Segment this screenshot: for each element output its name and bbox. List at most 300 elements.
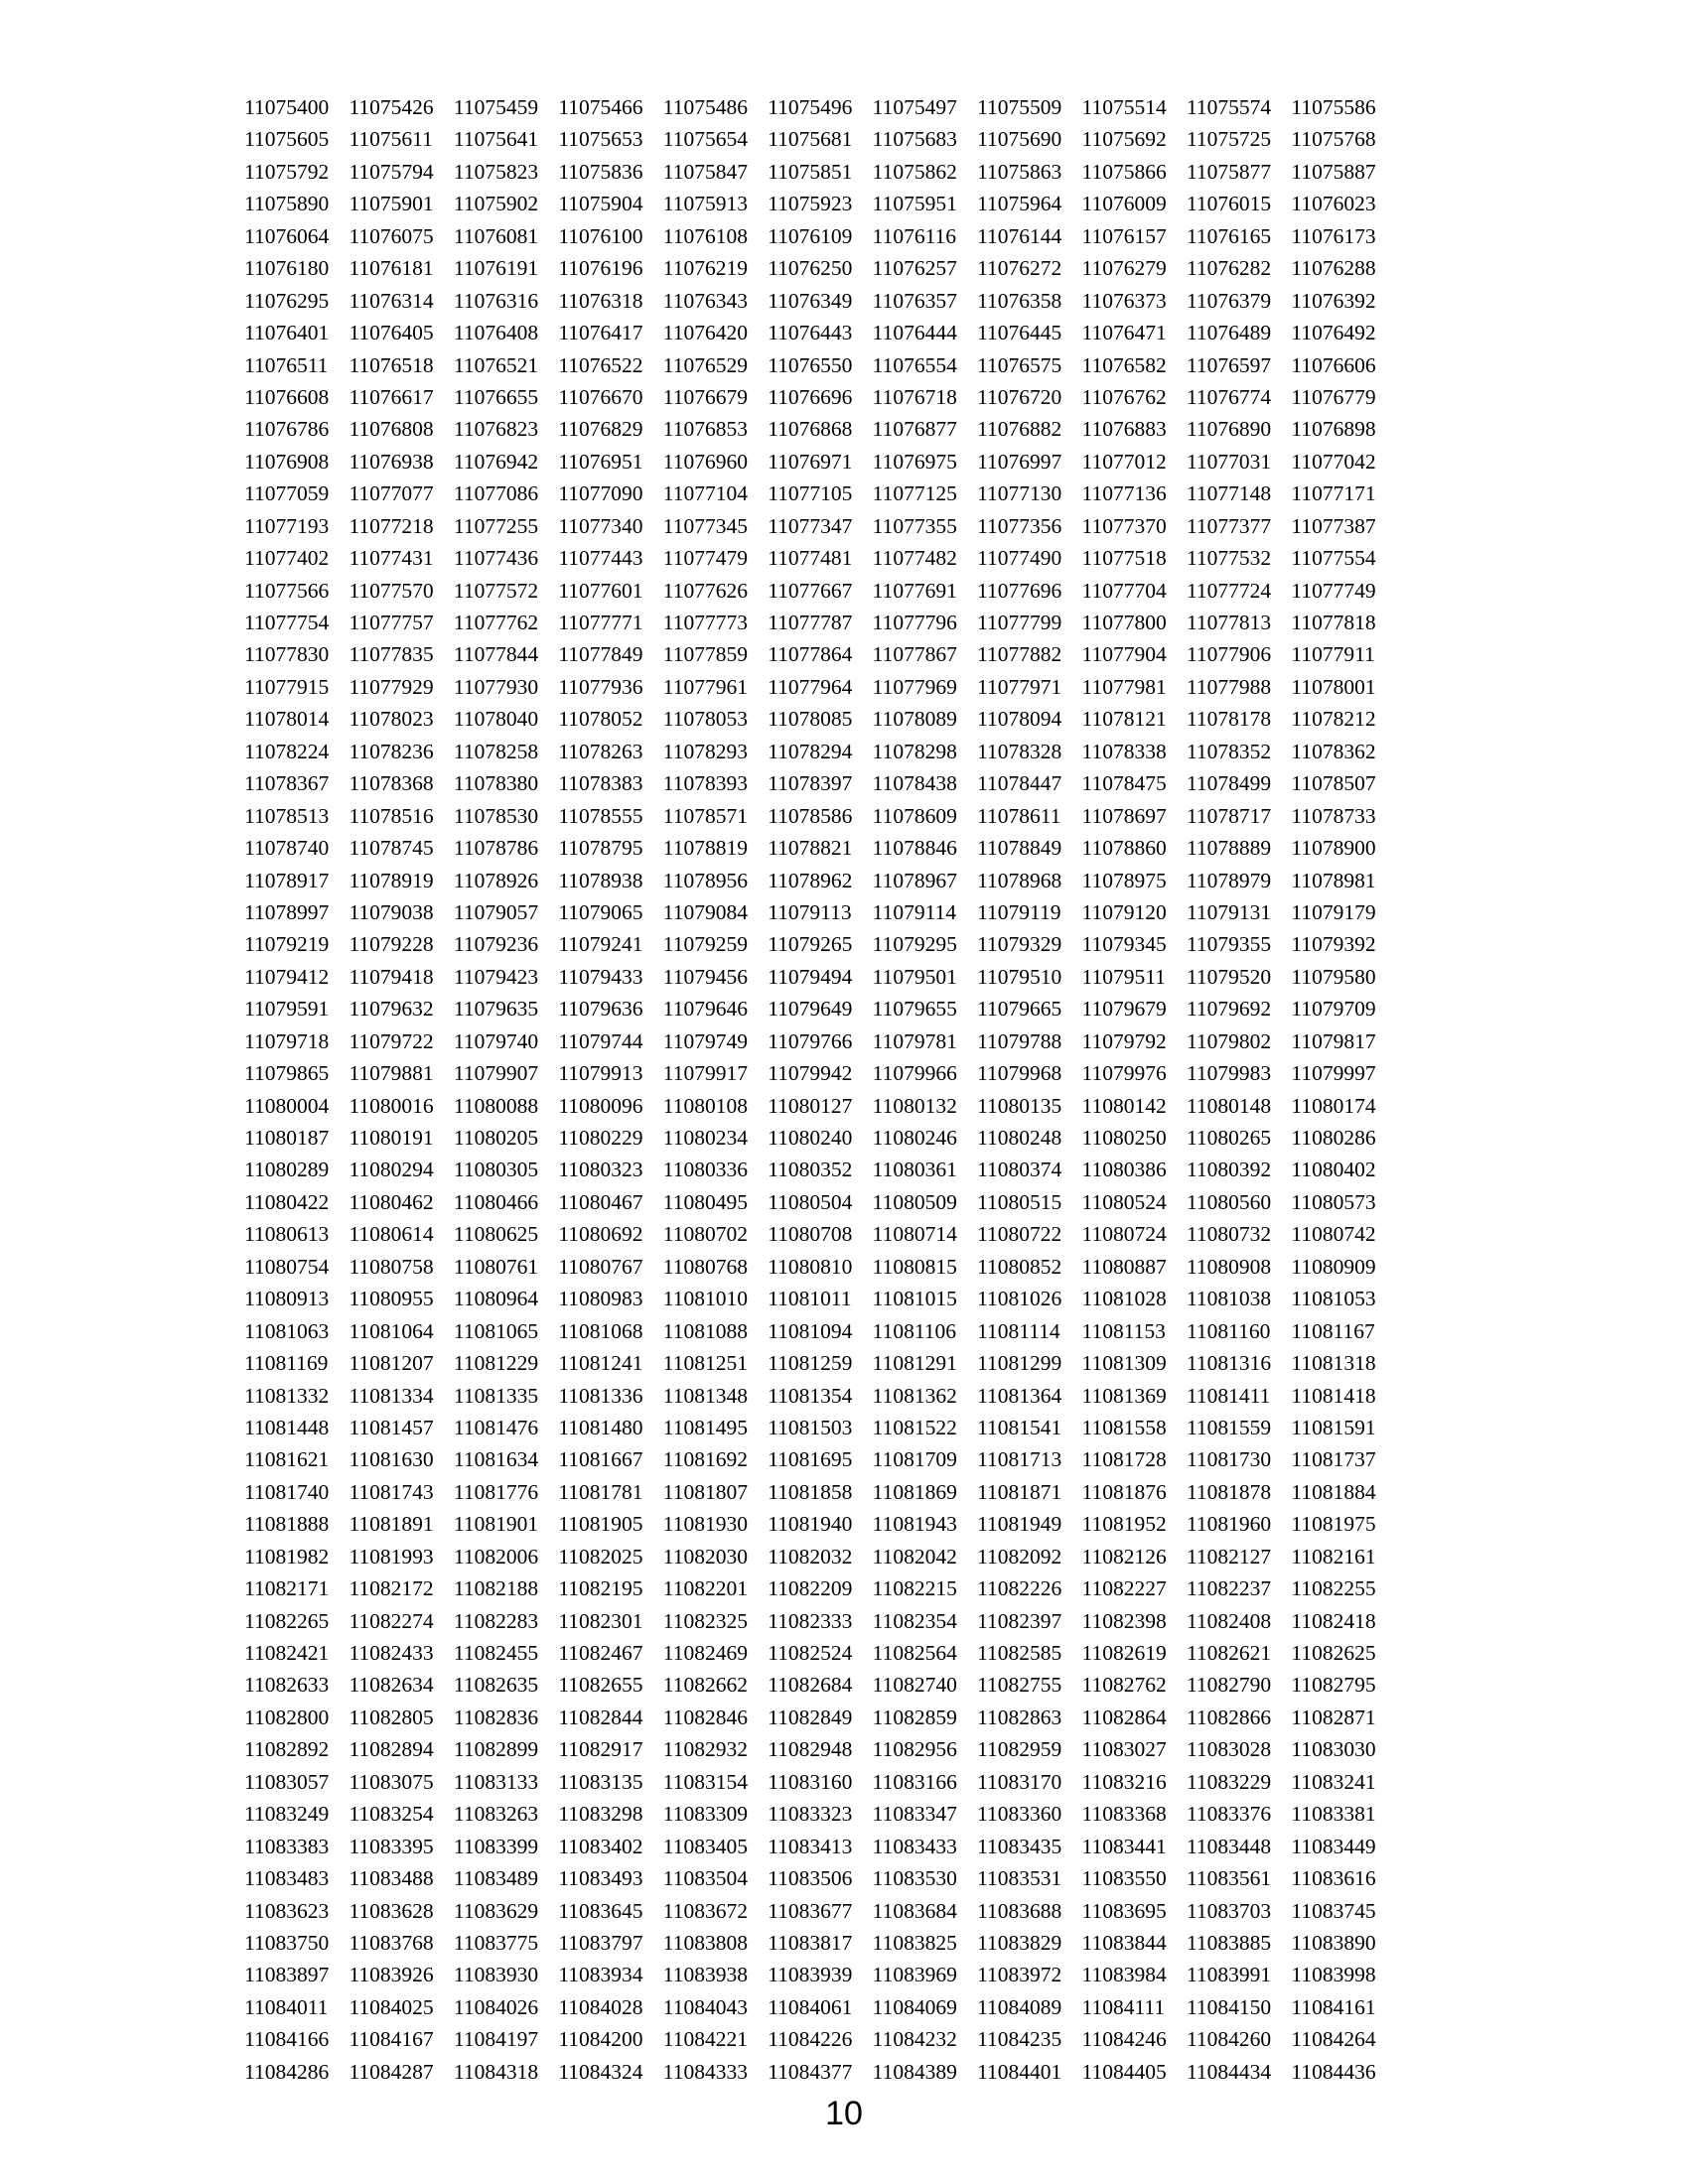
number-cell: 11082800 xyxy=(244,1705,330,1729)
number-cell: 11077724 xyxy=(1186,578,1272,603)
number-row xyxy=(244,1186,1396,1218)
number-cell: 11075496 xyxy=(768,95,853,119)
number-cell: 11078956 xyxy=(662,868,748,892)
number-cell: 11080336 xyxy=(662,1158,748,1182)
number-cell: 11075400 xyxy=(244,95,330,119)
number-cell: 11077570 xyxy=(349,578,434,603)
number-cell: 11075611 xyxy=(349,127,433,152)
number-cell: 11079766 xyxy=(768,1028,853,1053)
number-cell: 11084161 xyxy=(1291,1994,1376,2019)
number-cell: 11081884 xyxy=(1291,1479,1376,1504)
number-cell: 11082619 xyxy=(1081,1641,1167,1665)
number-cell: 11076582 xyxy=(1081,352,1167,377)
number-cell: 11078224 xyxy=(244,739,330,763)
number-cell: 11081026 xyxy=(977,1287,1062,1311)
number-cell: 11076173 xyxy=(1291,223,1376,248)
number-cell: 11082959 xyxy=(977,1737,1062,1762)
number-cell: 11075902 xyxy=(453,192,539,216)
number-cell: 11076606 xyxy=(1291,352,1376,377)
number-cell: 11076779 xyxy=(1291,384,1376,409)
number-cell: 11084221 xyxy=(662,2027,748,2052)
number-cell: 11078516 xyxy=(349,803,434,828)
number-cell: 11080573 xyxy=(1291,1189,1376,1214)
number-row xyxy=(244,1669,1396,1701)
number-row xyxy=(244,1702,1396,1733)
number-cell: 11076181 xyxy=(349,256,434,281)
number-cell: 11081011 xyxy=(768,1287,852,1311)
number-cell: 11076318 xyxy=(558,288,643,313)
number-cell: 11076908 xyxy=(244,449,330,474)
number-cell: 11078968 xyxy=(977,868,1062,892)
number-cell: 11081541 xyxy=(977,1415,1062,1439)
number-cell: 11083677 xyxy=(768,1898,853,1923)
number-cell: 11081993 xyxy=(349,1544,434,1569)
number-cell: 11078919 xyxy=(349,868,434,892)
number-cell: 11081781 xyxy=(558,1479,643,1504)
number-row xyxy=(244,800,1396,832)
number-row xyxy=(244,736,1396,767)
number-cell: 11079355 xyxy=(1186,932,1272,957)
number-cell: 11077771 xyxy=(558,611,643,634)
number-cell: 11077347 xyxy=(768,513,853,538)
number-cell: 11075768 xyxy=(1291,127,1376,152)
number-cell: 11079635 xyxy=(453,997,539,1022)
number-cell: 11077787 xyxy=(768,611,853,634)
number-row xyxy=(244,767,1396,799)
number-cell: 11075951 xyxy=(872,192,957,216)
number-cell: 11079976 xyxy=(1081,1061,1167,1086)
number-cell: 11079749 xyxy=(662,1028,748,1053)
number-cell: 11076489 xyxy=(1186,321,1272,345)
number-cell: 11077443 xyxy=(558,546,643,571)
number-cell: 11076720 xyxy=(977,384,1062,409)
number-cell: 11084287 xyxy=(349,2059,434,2084)
number-cell: 11078997 xyxy=(244,899,330,924)
number-cell: 11082790 xyxy=(1186,1673,1272,1698)
number-cell: 11080132 xyxy=(872,1093,957,1118)
number-row xyxy=(244,703,1396,735)
number-cell: 11080524 xyxy=(1081,1189,1167,1214)
number-cell: 11078053 xyxy=(662,707,748,732)
number-cell: 11083504 xyxy=(662,1866,748,1891)
number-cell: 11076444 xyxy=(872,321,957,345)
number-row xyxy=(244,1605,1396,1637)
number-cell: 11075497 xyxy=(872,95,957,119)
number-row xyxy=(244,478,1396,509)
number-cell: 11079038 xyxy=(349,899,434,924)
number-cell: 11080374 xyxy=(977,1158,1062,1182)
number-cell: 11075851 xyxy=(768,159,853,184)
number-cell: 11076882 xyxy=(977,417,1062,442)
number-cell: 11078586 xyxy=(768,803,853,828)
number-cell: 11077929 xyxy=(349,674,434,699)
number-cell: 11080852 xyxy=(977,1254,1062,1279)
number-cell: 11079392 xyxy=(1291,932,1376,957)
number-cell: 11080174 xyxy=(1291,1093,1376,1118)
number-row xyxy=(244,1798,1396,1830)
number-cell: 11084286 xyxy=(244,2059,330,2084)
number-row xyxy=(244,1347,1396,1379)
number-cell: 11077218 xyxy=(349,513,434,538)
number-row xyxy=(244,2023,1396,2055)
number-cell: 11082625 xyxy=(1291,1641,1376,1665)
number-cell: 11083991 xyxy=(1186,1963,1272,1987)
number-cell: 11075923 xyxy=(768,192,853,216)
number-row xyxy=(244,1476,1396,1508)
number-cell: 11083703 xyxy=(1186,1898,1272,1923)
number-cell: 11077086 xyxy=(453,481,539,506)
number-cell: 11079456 xyxy=(662,964,748,989)
number-cell: 11080305 xyxy=(453,1158,539,1182)
number-cell: 11080758 xyxy=(349,1254,434,1279)
number-cell: 11077930 xyxy=(453,674,539,699)
number-cell: 11079412 xyxy=(244,964,330,989)
number-cell: 11083402 xyxy=(558,1834,643,1858)
number-cell: 11076975 xyxy=(872,449,957,474)
number-cell: 11083435 xyxy=(977,1834,1062,1858)
number-cell: 11076550 xyxy=(768,352,853,377)
number-cell: 11080148 xyxy=(1186,1093,1272,1118)
number-cell: 11076492 xyxy=(1291,321,1376,345)
number-cell: 11083413 xyxy=(768,1834,853,1858)
number-cell: 11083645 xyxy=(558,1898,643,1923)
number-cell: 11078383 xyxy=(558,771,643,796)
number-cell: 11075690 xyxy=(977,127,1062,152)
number-cell: 11081960 xyxy=(1186,1512,1272,1537)
number-cell: 11079709 xyxy=(1291,997,1376,1022)
number-cell: 11083688 xyxy=(977,1898,1062,1923)
number-cell: 11080096 xyxy=(558,1093,643,1118)
number-cell: 11081153 xyxy=(1081,1318,1166,1343)
number-cell: 11076144 xyxy=(977,223,1062,248)
number-cell: 11082894 xyxy=(349,1737,434,1762)
number-cell: 11083616 xyxy=(1291,1866,1376,1891)
number-cell: 11075683 xyxy=(872,127,957,152)
number-cell: 11083775 xyxy=(453,1930,539,1955)
number-cell: 11082283 xyxy=(453,1608,539,1633)
number-cell: 11083323 xyxy=(768,1802,853,1827)
number-cell: 11080504 xyxy=(768,1189,853,1214)
number-cell: 11081088 xyxy=(662,1318,748,1343)
number-cell: 11078609 xyxy=(872,803,957,828)
number-cell: 11079649 xyxy=(768,997,853,1022)
number-cell: 11082846 xyxy=(662,1705,748,1729)
number-cell: 11082265 xyxy=(244,1608,330,1633)
number-cell: 11076180 xyxy=(244,256,330,281)
number-cell: 11083216 xyxy=(1081,1769,1167,1794)
number-row xyxy=(244,1895,1396,1927)
number-cell: 11081259 xyxy=(768,1351,853,1376)
number-cell: 11078338 xyxy=(1081,739,1167,763)
number-cell: 11077754 xyxy=(244,611,330,634)
number-cell: 11081940 xyxy=(768,1512,853,1537)
number-cell: 11077345 xyxy=(662,513,748,538)
number-cell: 11078860 xyxy=(1081,836,1167,861)
number-cell: 11081667 xyxy=(558,1447,643,1472)
number-cell: 11077911 xyxy=(1291,642,1375,667)
number-cell: 11076023 xyxy=(1291,192,1376,216)
number-cell: 11084235 xyxy=(977,2027,1062,2052)
number-cell: 11081316 xyxy=(1186,1351,1272,1376)
number-cell: 11077482 xyxy=(872,546,957,571)
number-row xyxy=(244,1766,1396,1798)
number-row xyxy=(244,1443,1396,1475)
number-cell: 11083405 xyxy=(662,1834,748,1858)
number-cell: 11082455 xyxy=(453,1641,539,1665)
number-cell: 11076554 xyxy=(872,352,957,377)
number-cell: 11081348 xyxy=(662,1383,748,1408)
number-cell: 11075964 xyxy=(977,192,1062,216)
number-cell: 11081411 xyxy=(1186,1383,1271,1408)
number-row xyxy=(244,1057,1396,1089)
number-cell: 11075836 xyxy=(558,159,643,184)
number-cell: 11079236 xyxy=(453,932,539,957)
number-cell: 11078380 xyxy=(453,771,539,796)
number-cell: 11078393 xyxy=(662,771,748,796)
number-cell: 11079997 xyxy=(1291,1061,1376,1086)
number-cell: 11076774 xyxy=(1186,384,1272,409)
number-cell: 11082899 xyxy=(453,1737,539,1762)
number-cell: 11083672 xyxy=(662,1898,748,1923)
number-cell: 11075866 xyxy=(1081,159,1167,184)
number-cell: 11077691 xyxy=(872,578,957,603)
number-cell: 11082932 xyxy=(662,1737,748,1762)
number-cell: 11080761 xyxy=(453,1254,539,1279)
number-cell: 11083383 xyxy=(244,1834,330,1858)
number-cell: 11079744 xyxy=(558,1028,643,1053)
number-cell: 11077077 xyxy=(349,481,434,506)
number-cell: 11080815 xyxy=(872,1254,957,1279)
number-cell: 11081063 xyxy=(244,1318,330,1343)
number-cell: 11079881 xyxy=(349,1061,434,1086)
number-cell: 11078900 xyxy=(1291,836,1376,861)
number-cell: 11075653 xyxy=(558,127,643,152)
number-cell: 11078298 xyxy=(872,739,957,763)
number-cell: 11082092 xyxy=(977,1544,1062,1569)
number-cell: 11075904 xyxy=(558,192,643,216)
number-cell: 11076392 xyxy=(1291,288,1376,313)
number-cell: 11083745 xyxy=(1291,1898,1376,1923)
number-cell: 11078917 xyxy=(244,868,330,892)
number-cell: 11078094 xyxy=(977,707,1062,732)
number-cell: 11080732 xyxy=(1186,1222,1272,1247)
number-cell: 11083829 xyxy=(977,1930,1062,1955)
number-cell: 11080191 xyxy=(349,1126,434,1150)
number-row xyxy=(244,1541,1396,1572)
number-cell: 11082795 xyxy=(1291,1673,1376,1698)
number-cell: 11080614 xyxy=(349,1222,434,1247)
number-cell: 11077757 xyxy=(349,611,434,634)
number-cell: 11081318 xyxy=(1291,1351,1376,1376)
number-cell: 11080108 xyxy=(662,1093,748,1118)
number-cell: 11078258 xyxy=(453,739,539,763)
number-cell: 11077148 xyxy=(1186,481,1272,506)
number-cell: 11082201 xyxy=(662,1576,748,1601)
number-row xyxy=(244,510,1396,542)
number-cell: 11078367 xyxy=(244,771,330,796)
number-cell: 11076942 xyxy=(453,449,539,474)
number-cell: 11083166 xyxy=(872,1769,957,1794)
number-cell: 11078052 xyxy=(558,707,643,732)
number-row xyxy=(244,542,1396,574)
number-cell: 11077431 xyxy=(349,546,434,571)
number-cell: 11077936 xyxy=(558,674,643,699)
number-cell: 11080692 xyxy=(558,1222,643,1247)
number-cell: 11077904 xyxy=(1081,642,1167,667)
number-cell: 11076898 xyxy=(1291,417,1376,442)
number-cell: 11076696 xyxy=(768,384,853,409)
number-cell: 11078962 xyxy=(768,868,853,892)
number-row xyxy=(244,865,1396,896)
number-cell: 11079418 xyxy=(349,964,434,989)
number-cell: 11076823 xyxy=(453,417,539,442)
number-cell: 11080767 xyxy=(558,1254,643,1279)
number-cell: 11075725 xyxy=(1186,127,1272,152)
number-cell: 11077882 xyxy=(977,642,1062,667)
number-cell: 11076191 xyxy=(453,256,539,281)
number-cell: 11078040 xyxy=(453,707,539,732)
number-cell: 11083684 xyxy=(872,1898,957,1923)
number-cell: 11081332 xyxy=(244,1383,330,1408)
number-row xyxy=(244,2056,1396,2088)
number-cell: 11082805 xyxy=(349,1705,434,1729)
number-cell: 11082006 xyxy=(453,1544,539,1569)
number-cell: 11084089 xyxy=(977,1994,1062,2019)
number-cell: 11081876 xyxy=(1081,1479,1167,1504)
number-cell: 11076408 xyxy=(453,321,539,345)
number-cell: 11083448 xyxy=(1186,1834,1272,1858)
number-cell: 11081064 xyxy=(349,1318,434,1343)
number-cell: 11081229 xyxy=(453,1351,539,1376)
number-cell: 11077667 xyxy=(768,578,853,603)
number-cell: 11079781 xyxy=(872,1028,957,1053)
number-cell: 11082849 xyxy=(768,1705,853,1729)
number-cell: 11076883 xyxy=(1081,417,1167,442)
number-cell: 11077130 xyxy=(977,481,1062,506)
number-cell: 11077356 xyxy=(977,513,1062,538)
number-cell: 11080352 xyxy=(768,1158,853,1182)
number-row xyxy=(244,1251,1396,1283)
number-cell: 11077090 xyxy=(558,481,643,506)
number-cell: 11078023 xyxy=(349,707,434,732)
number-cell: 11078530 xyxy=(453,803,539,828)
number-cell: 11078979 xyxy=(1186,868,1272,892)
number-cell: 11082755 xyxy=(977,1673,1062,1698)
number-cell: 11077961 xyxy=(662,674,748,699)
number-cell: 11081591 xyxy=(1291,1415,1376,1439)
number-cell: 11084011 xyxy=(244,1994,329,2019)
number-cell: 11083984 xyxy=(1081,1963,1167,1987)
number-cell: 11076522 xyxy=(558,352,643,377)
number-cell: 11082127 xyxy=(1186,1544,1272,1569)
number-cell: 11084389 xyxy=(872,2059,957,2084)
number-cell: 11075605 xyxy=(244,127,330,152)
number-cell: 11077059 xyxy=(244,481,330,506)
number-cell: 11078975 xyxy=(1081,868,1167,892)
number-cell: 11079692 xyxy=(1186,997,1272,1022)
number-cell: 11077572 xyxy=(453,578,539,603)
number-cell: 11084434 xyxy=(1186,2059,1272,2084)
number-cell: 11083695 xyxy=(1081,1898,1167,1923)
number-cell: 11077800 xyxy=(1081,611,1167,634)
number-row xyxy=(244,1025,1396,1057)
number-cell: 11081028 xyxy=(1081,1287,1167,1311)
number-cell: 11081480 xyxy=(558,1415,643,1439)
number-cell: 11082025 xyxy=(558,1544,643,1569)
number-cell: 11080135 xyxy=(977,1093,1062,1118)
number-cell: 11080955 xyxy=(349,1287,434,1311)
number-cell: 11084246 xyxy=(1081,2027,1167,2052)
number-cell: 11081634 xyxy=(453,1447,539,1472)
number-cell: 11076100 xyxy=(558,223,643,248)
number-cell: 11082866 xyxy=(1186,1705,1272,1729)
number-cell: 11078819 xyxy=(662,836,748,861)
number-cell: 11081448 xyxy=(244,1415,330,1439)
number-row xyxy=(244,413,1396,445)
number-row xyxy=(244,1508,1396,1540)
number-cell: 11083768 xyxy=(349,1930,434,1955)
number-cell: 11075692 xyxy=(1081,127,1167,152)
number-cell: 11075514 xyxy=(1081,95,1167,119)
number-cell: 11081558 xyxy=(1081,1415,1167,1439)
number-cell: 11083441 xyxy=(1081,1834,1167,1858)
number-cell: 11082469 xyxy=(662,1641,748,1665)
number-cell: 11083376 xyxy=(1186,1802,1272,1827)
number-cell: 11082859 xyxy=(872,1705,957,1729)
number-cell: 11075654 xyxy=(662,127,748,152)
number-cell: 11079295 xyxy=(872,932,957,957)
number-cell: 11083075 xyxy=(349,1769,434,1794)
number-cell: 11077355 xyxy=(872,513,957,538)
number-cell: 11077387 xyxy=(1291,513,1376,538)
number-cell: 11082762 xyxy=(1081,1673,1167,1698)
number-cell: 11077436 xyxy=(453,546,539,571)
number-cell: 11081930 xyxy=(662,1512,748,1537)
number-cell: 11082209 xyxy=(768,1576,853,1601)
number-cell: 11083808 xyxy=(662,1930,748,1955)
number-cell: 11084264 xyxy=(1291,2027,1376,2052)
number-cell: 11079119 xyxy=(977,899,1061,924)
number-row xyxy=(244,671,1396,703)
number-cell: 11081364 xyxy=(977,1383,1062,1408)
number-cell: 11079740 xyxy=(453,1028,539,1053)
number-cell: 11083493 xyxy=(558,1866,643,1891)
number-cell: 11081621 xyxy=(244,1447,330,1472)
number-cell: 11079259 xyxy=(662,932,748,957)
number-cell: 11075862 xyxy=(872,159,957,184)
number-cell: 11077762 xyxy=(453,611,539,634)
number-cell: 11077479 xyxy=(662,546,748,571)
number-cell: 11082171 xyxy=(244,1576,330,1601)
number-cell: 11076196 xyxy=(558,256,643,281)
number-cell: 11081251 xyxy=(662,1351,748,1376)
number-cell: 11077799 xyxy=(977,611,1062,634)
number-row xyxy=(244,156,1396,188)
number-cell: 11083263 xyxy=(453,1802,539,1827)
number-cell: 11077964 xyxy=(768,674,853,699)
number-cell: 11082126 xyxy=(1081,1544,1167,1569)
number-cell: 11081207 xyxy=(349,1351,434,1376)
number-cell: 11084333 xyxy=(662,2059,748,2084)
number-cell: 11080964 xyxy=(453,1287,539,1311)
number-cell: 11077566 xyxy=(244,578,330,603)
number-cell: 11080248 xyxy=(977,1126,1062,1150)
number-cell: 11082030 xyxy=(662,1544,748,1569)
number-cell: 11083027 xyxy=(1081,1737,1167,1762)
number-cell: 11082564 xyxy=(872,1641,957,1665)
number-cell: 11082398 xyxy=(1081,1608,1167,1633)
number-cell: 11081160 xyxy=(1186,1318,1271,1343)
